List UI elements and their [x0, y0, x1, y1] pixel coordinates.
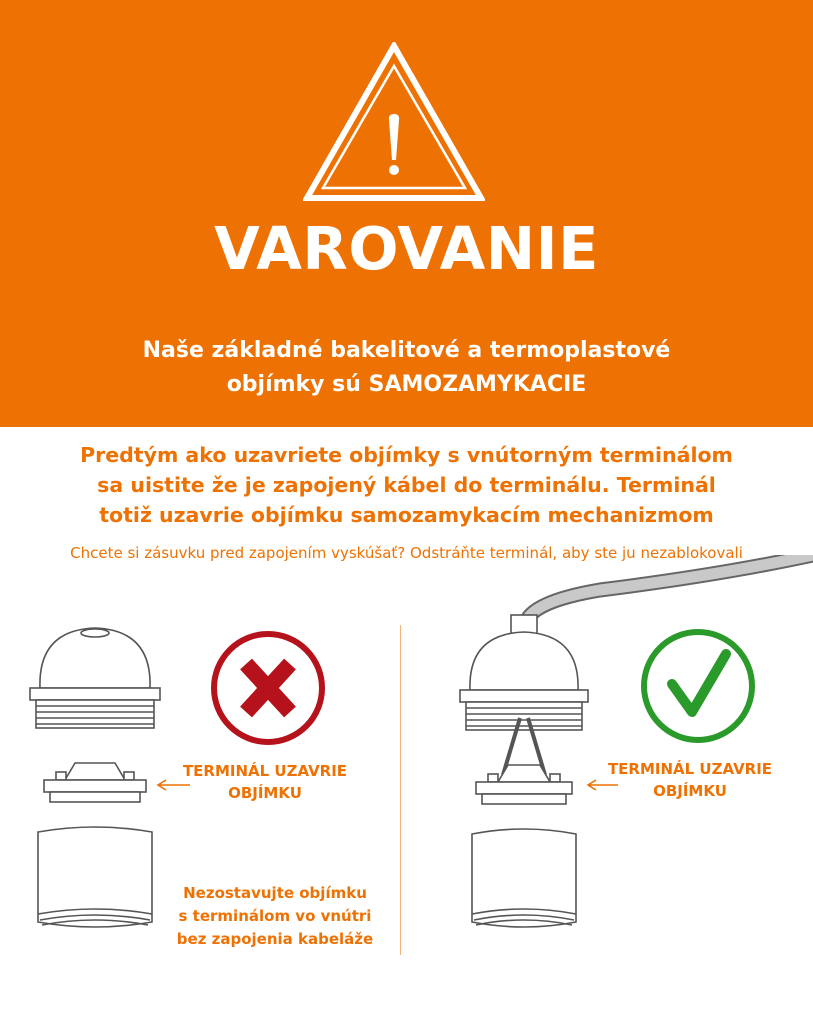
terminal-icon	[476, 765, 572, 804]
terminal-label-line: TERMINÁL UZAVRIE	[182, 762, 348, 780]
test-note: Chcete si zásuvku pred zapojením vyskúšať? Odstráňte terminál, aby ste ju nezablokovali	[70, 544, 743, 562]
subtitle	[0, 334, 813, 402]
instructions-line: sa uistite že je zapojený kábel do terminálu. Terminál	[97, 473, 716, 497]
socket-sleeve-icon	[472, 829, 576, 927]
assembly-warning-line: Nezostavujte objímku	[183, 884, 367, 902]
socket-cap-icon	[460, 615, 588, 730]
socket-cap-icon	[30, 628, 160, 728]
terminal-label-line: TERMINÁL UZAVRIE	[607, 760, 773, 778]
assembly-warning	[160, 882, 390, 951]
instructions-line: Predtým ako uzavriete objímky s vnútorným terminálom	[80, 443, 733, 467]
assembly-warning-line: bez zapojenia kabeláže	[176, 930, 374, 948]
terminal-label-right	[585, 758, 795, 802]
terminal-label-line: OBJÍMKU	[653, 782, 727, 800]
subtitle-line: objímky sú SAMOZAMYKACIE	[226, 372, 587, 397]
assembly-warning-line: s terminálom vo vnútri	[178, 907, 372, 925]
terminal-label-left	[160, 760, 370, 804]
instructions-line: totiž uzavrie objímku samozamykacím mechanizmom	[99, 503, 714, 527]
warning-triangle-icon	[303, 42, 485, 202]
subtitle-line: Naše základné bakelitové a termoplastové	[142, 338, 671, 363]
terminal-icon	[44, 763, 146, 802]
instructions	[0, 440, 813, 530]
cross-icon	[214, 634, 322, 742]
warning-banner	[0, 0, 813, 427]
terminal-label-line: OBJÍMKU	[228, 784, 302, 802]
page-title: VAROVANIE	[214, 214, 599, 283]
socket-sleeve-icon	[38, 827, 152, 927]
check-icon	[644, 632, 752, 740]
